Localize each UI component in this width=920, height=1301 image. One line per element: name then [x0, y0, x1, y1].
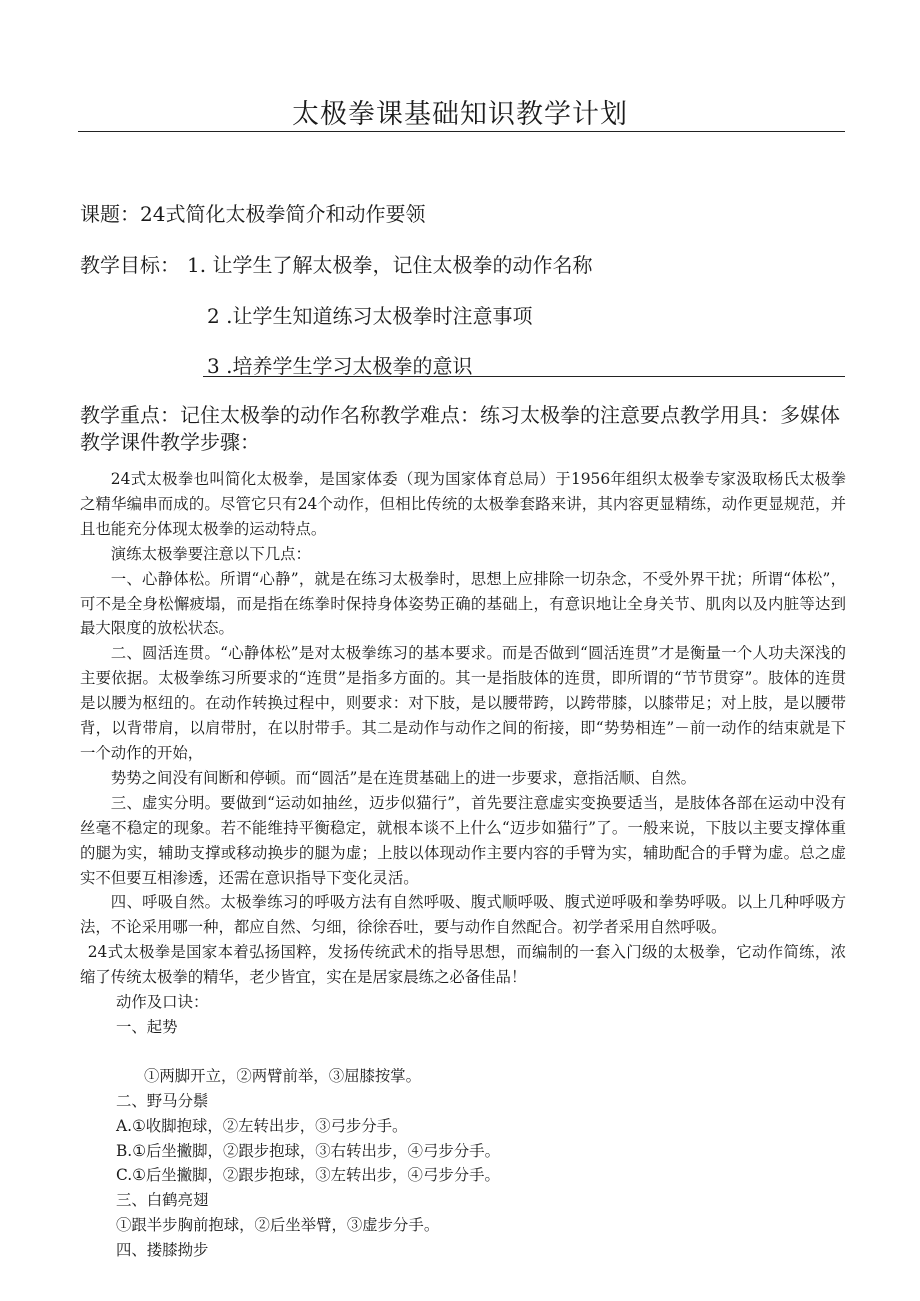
objective-item-1: 1. 让学生了解太极拳，记住太极拳的动作名称	[187, 253, 593, 277]
lesson-body	[80, 467, 846, 1263]
move-3-steps: ①跟半步胸前抱球，②后坐举臂，③虚步分手。	[116, 1216, 440, 1235]
move-2-title: 二、野马分鬃	[116, 1091, 209, 1110]
page-title: 太极拳课基础知识教学计划	[292, 99, 628, 130]
point-4-paragraph: 四、呼吸自然。太极拳练习的呼吸方法有自然呼吸、腹式顺呼吸、腹式逆呼吸和拳势呼吸。以上几种呼吸方法，不论采用哪一种，都应自然、匀细，徐徐吞吐，要与动作自然配合。初学者采用自然呼吸。	[80, 893, 846, 937]
move-2-part-a: A.①收脚抱球，②左转出步，③弓步分手。	[116, 1116, 408, 1135]
move-2-part-b: B.①后坐撇脚，②跟步抱球，③右转出步，④弓步分手。	[116, 1141, 500, 1160]
move-3-title: 三、白鹤亮翅	[116, 1191, 209, 1210]
teaching-keypoints: 教学重点：记住太极拳的动作名称教学难点：练习太极拳的注意要点教学用具：多媒体教学课件教学步骤：	[80, 403, 840, 454]
objective-item-2: 2 .让学生知道练习太极拳时注意事项	[207, 304, 533, 328]
spacer	[80, 1040, 846, 1064]
summary-paragraph: 24式太极拳是国家本着弘扬国粹，发扬传统武术的指导思想，而编制的一套入门级的太极拳，它动作简练，浓缩了传统太极拳的精华，老少皆宜，实在是居家晨练之必备佳品！	[80, 943, 846, 987]
objectives-label: 教学目标：	[80, 253, 180, 277]
point-2-paragraph: 二、圆活连贯。“心静体松”是对太极拳练习的基本要求。而是否做到“圆活连贯”才是衡量一个人功夫深浅的主要依据。太极拳练习所要求的“连贯”是指多方面的。其一是指肢体的连贯，即所谓的“节节贯穿”。肢体的连贯是以腰为枢纽的。在动作转换过程中，则要求：对下肢，是以腰带跨，以跨带膝，以膝带足；对上肢，是以腰带背，以背带肩，以肩带肘，在以肘带手。其二是动作与动作之间的衔接，即“势势相连”－前一动作的结束就是下一个动作的开始，	[80, 644, 846, 762]
point-1-paragraph: 一、心静体松。所谓“心静”，就是在练习太极拳时，思想上应排除一切杂念，不受外界干扰；所谓“体松”，可不是全身松懈疲塌，而是指在练拳时保持身体姿势正确的基础上，有意识地让全身关节、肌肉以及内脏等达到最大限度的放松状态。	[80, 569, 846, 638]
objectives-divider	[203, 376, 845, 377]
move-4-title: 四、搂膝拗步	[116, 1241, 209, 1260]
title-divider	[78, 131, 845, 132]
objective-item-3: 3 .培养学生学习太极拳的意识	[207, 354, 473, 378]
point-3-paragraph: 三、虚实分明。要做到“运动如抽丝，迈步似猫行”，首先要注意虚实变换要适当，是肢体各部在运动中没有丝毫不稳定的现象。若不能维持平衡稳定，就根本谈不上什么“迈步如猫行”了。一般来说，下肢以主要支撑体重的腿为实，辅助支撑或移动换步的腿为虚；上肢以体现动作主要内容的手臂为实，辅助配合的手臂为虚。总之虚实不但要互相渗透，还需在意识指导下变化灵活。	[80, 793, 846, 887]
point-2-continued: 势势之间没有间断和停顿。而“圆活”是在连贯基础上的进一步要求，意指活顺、自然。	[110, 768, 696, 787]
lesson-topic: 课题：24式简化太极拳简介和动作要领	[80, 202, 426, 226]
moves-heading: 动作及口诀：	[116, 993, 209, 1012]
move-1-title: 一、起势	[116, 1017, 178, 1036]
move-2-part-c: C.①后坐撇脚，②跟步抱球，③左转出步，④弓步分手。	[116, 1166, 500, 1185]
move-1-steps: ①两脚开立，②两臂前举，③屈膝按掌。	[144, 1066, 422, 1085]
intro-paragraph: 24式太极拳也叫简化太极拳，是国家体委（现为国家体育总局）于1956年组织太极拳专家汲取杨氏太极拳之精华编串而成的。尽管它只有24个动作，但相比传统的太极拳套路来讲，其内容更显精练，动作更显规范，并且也能充分体现太极拳的运动特点。	[80, 470, 846, 538]
notes-heading: 演练太极拳要注意以下几点：	[110, 544, 311, 563]
